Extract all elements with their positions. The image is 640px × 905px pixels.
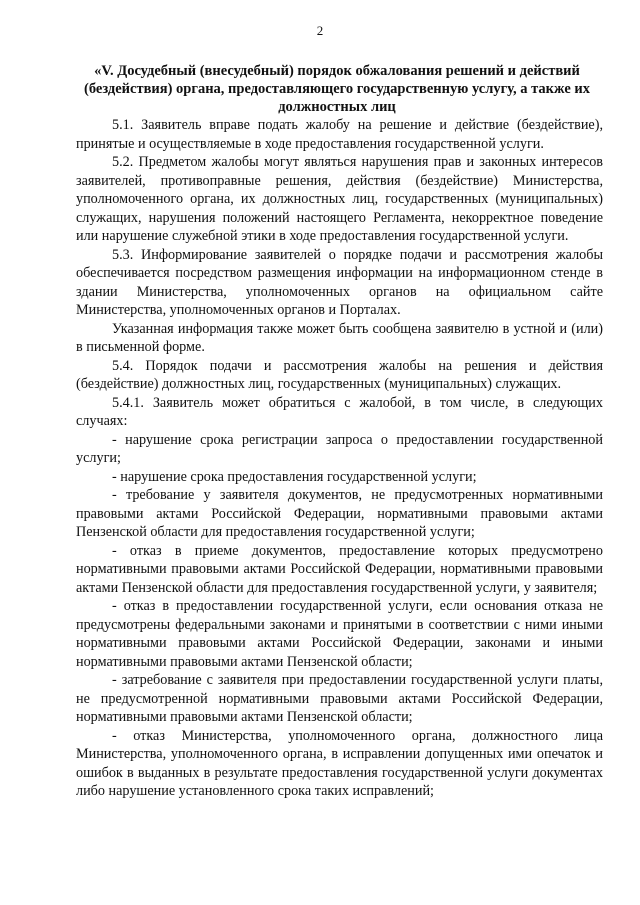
list-item: - нарушение срока предоставления государственной услуги; (112, 468, 477, 485)
paragraph-5-4: 5.4. Порядок подачи и рассмотрения жалобы на решения и действия (бездействие) должностных лиц, государственных (муниципальных) служащих. (76, 357, 603, 392)
paragraph-5-4-1: 5.4.1. Заявитель может обратиться с жалобой, в том числе, в следующих случаях: (76, 394, 603, 429)
paragraph-5-1: 5.1. Заявитель вправе подать жалобу на решение и действие (бездействие), принятые и осуществляемые в ходе предоставления государственной услуги. (76, 117, 603, 152)
paragraph-5-3: 5.3. Информирование заявителей о порядке подачи и рассмотрения жалобы обеспечивается посредством размещения информации на информационном стенде в здании Министерства, уполномоченных органов на официальном сайте Министерства, уполномоченных органов и Порталах. (76, 246, 603, 318)
list-item: - затребование с заявителя при предоставлении государственной услуги платы, не предусмотренной нормативными правовыми актами Российской Федерации, нормативными правовыми актами Пензенской области; (76, 672, 603, 725)
list-item: - отказ в приеме документов, предоставление которых предусмотрено нормативными правовыми актами Российской Федерации, нормативными правовыми актами Пензенской области для предоставления государственной услуги, у заявителя; (76, 542, 603, 596)
list-item: - требование у заявителя документов, не предусмотренных нормативными правовыми актами Российской Федерации, нормативными правовыми актами Пензенской области для предоставления государственной услуги; (76, 487, 603, 540)
list-item: - отказ в предоставлении государственной услуги, если основания отказа не предусмотрены федеральными законами и принятыми в соответствии с ними иными нормативными правовыми актами Российской Федерации, законами и иными нормативными правовыми актами Пензенской области; (76, 598, 603, 670)
document-body (76, 116, 603, 801)
page-number: 2 (316, 23, 324, 38)
list-item: - отказ Министерства, уполномоченного органа, должностного лица Министерства, уполномоченного органа, в исправлении допущенных ими опечаток и ошибок в выданных в результате предоставления государственной услуги документах либо нарушение установленного срока таких исправлений; (76, 727, 603, 799)
section-heading: «V. Досудебный (внесудебный) порядок обжалования решений и действий (бездействия) органа, предоставляющего государственную услугу, а также их должностных лиц (84, 63, 590, 115)
paragraph-5-2: 5.2. Предметом жалобы могут являться нарушения прав и законных интересов заявителей, противоправные решения, действия (бездействие) Министерства, уполномоченного органа, их должностных лиц, государственных (муниципальных) служащих, нарушения положений настоящего Регламента, некорректное поведение или нарушение служебной этики в ходе предоставления государственной услуги. (76, 154, 603, 244)
list-item: - нарушение срока регистрации запроса о предоставлении государственной услуги; (76, 431, 603, 466)
paragraph-info-form: Указанная информация также может быть сообщена заявителю в устной и (или) в письменной форме. (76, 320, 603, 355)
